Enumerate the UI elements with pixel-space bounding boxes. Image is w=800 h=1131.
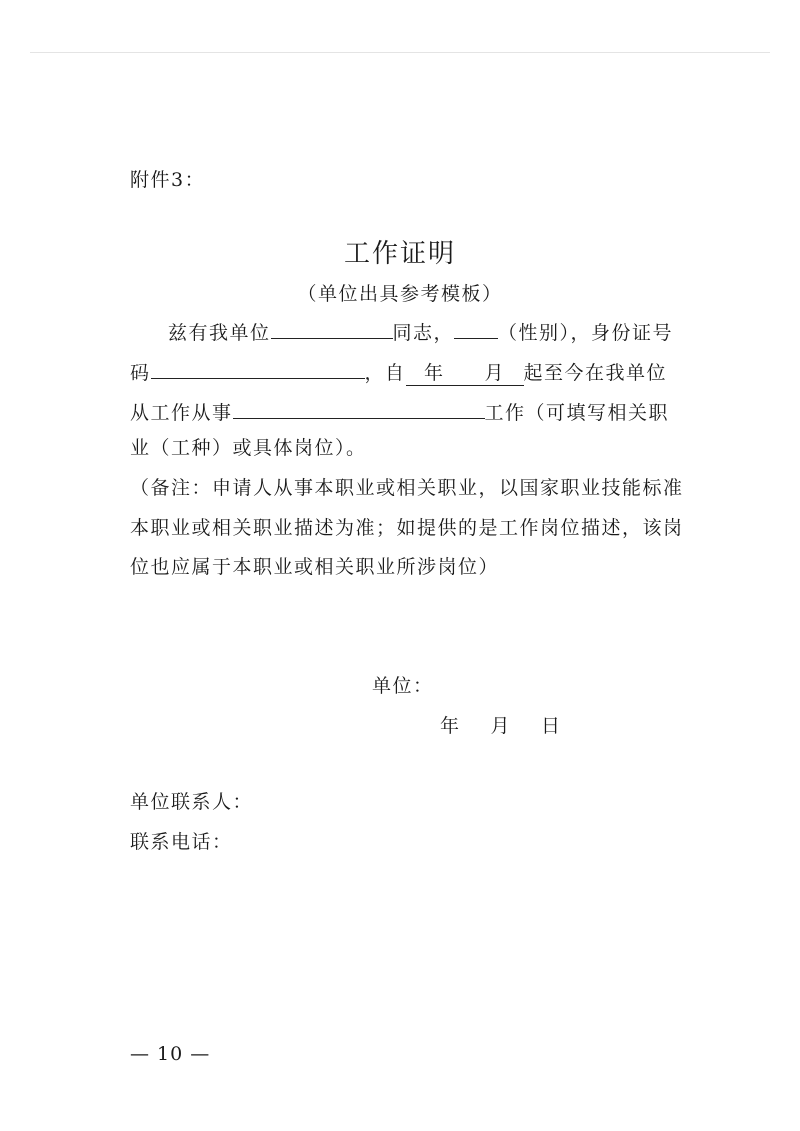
body-text: 码 xyxy=(130,362,151,384)
body-line-1 xyxy=(130,320,690,345)
body-line-4: 业（工种）或具体岗位）。 xyxy=(130,437,367,459)
note-line-1: （备注：申请人从事本职业或相关职业，以国家职业技能标准 xyxy=(130,477,684,499)
document-title: 工作证明 xyxy=(343,239,456,269)
name-blank[interactable] xyxy=(271,320,393,339)
date-day-label: 日 xyxy=(541,715,562,737)
body-text: 工作（可填写相关职 xyxy=(484,402,670,424)
contact-phone-label: 联系电话： xyxy=(130,831,233,853)
year-label: 年 xyxy=(424,362,445,384)
body-text: 兹有我单位 xyxy=(168,322,271,344)
unit-signature-label: 单位： xyxy=(372,675,434,697)
body-line-2 xyxy=(130,360,690,386)
attachment-label: 附件3： xyxy=(130,169,206,191)
body-text: （性别），身份证号 xyxy=(498,322,674,344)
start-date-blank[interactable] xyxy=(406,361,524,386)
body-text: 从工作从事 xyxy=(130,402,233,424)
month-label: 月 xyxy=(484,362,506,384)
top-rule xyxy=(30,52,770,53)
body-text: 起至今在我单位 xyxy=(523,362,668,384)
contact-person-label: 单位联系人： xyxy=(130,791,254,813)
document-subtitle: （单位出具参考模板） xyxy=(297,283,503,305)
gender-blank[interactable] xyxy=(454,320,498,339)
body-text: ，自 xyxy=(364,362,406,384)
date-month-label: 月 xyxy=(490,715,512,737)
signature-date xyxy=(440,714,562,738)
note-line-2: 本职业或相关职业描述为准；如提供的是工作岗位描述，该岗 xyxy=(130,517,684,539)
body-text: 同志， xyxy=(392,322,455,344)
page-number: — 10 — xyxy=(130,1043,211,1065)
id-number-blank[interactable] xyxy=(151,360,365,379)
job-blank[interactable] xyxy=(233,400,485,419)
body-line-3 xyxy=(130,400,690,425)
note-line-3: 位也应属于本职业或相关职业所涉岗位） xyxy=(130,556,500,578)
date-year-label: 年 xyxy=(440,715,461,737)
